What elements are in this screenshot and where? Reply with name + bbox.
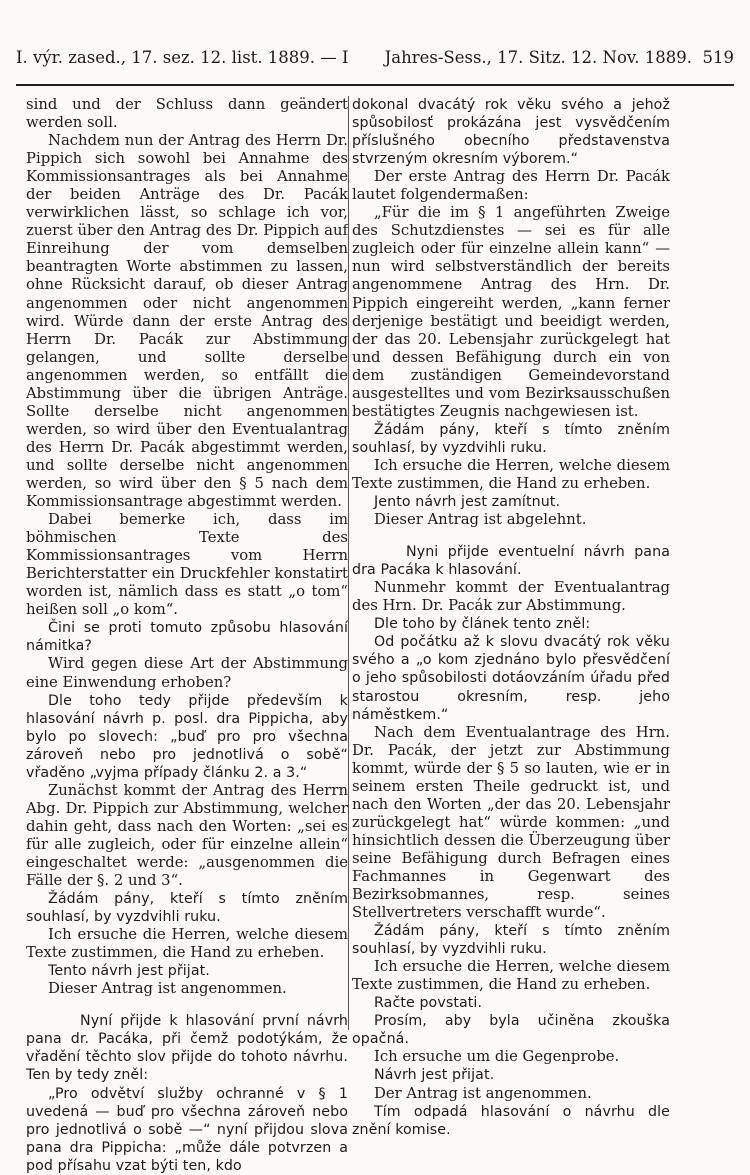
czech-paragraph: Od počátku až k slovu dvacátý rok věku svého a „o kom zjednáno bylo přesvědčení o jeho spůsobilosti dotáovzáním úřadu před starostou okresním, resp. jeho náměstkem.“ <box>352 634 670 723</box>
czech-paragraph: Návrh jest přijat. <box>374 1067 495 1084</box>
czech-paragraph: Jento návrh jest zamítnut. <box>374 494 561 511</box>
german-paragraph: Ich ersuche die Herren, welche diesem Texte zustimmen, die Hand zu erheben. <box>352 456 670 492</box>
german-paragraph: Ich ersuche die Herren, welche diesem Texte zustimmen, die Hand zu erheben. <box>26 926 348 962</box>
german-paragraph: Nach dem Eventualantrage des Hrn. Dr. Pacák, der jetzt zur Abstimmung kommt, würde der § 5 so lauten, wie er in seinem ersten Theile gedruckt ist, und nach den Worten „der das 20. Lebensjahr zurückgelegt hat“ würde kommen: „und hinsichtlich dessen die Überzeugung über seine Befähigung durch Befragen eines Fachmannes in Gegenwart des Bezirksobmannes, resp. seines Stellvertreters verschafft wurde“. <box>352 723 670 922</box>
running-header <box>16 44 734 72</box>
czech-paragraph: Dle toho by článek tento zněl: <box>374 616 591 633</box>
czech-paragraph: Žádám pány, kteří s tímto zněním souhlasí, by vyzdvihli ruku. <box>352 421 670 456</box>
czech-paragraph: Dle toho tedy přijde především k hlasování návrh p. posl. dra Pippicha, aby bylo po slovech: „buď pro pro všechna zároveň nebo pro jednotlivá o sobě“ vřaděno „vyjma případy článku 2. a 3.“ <box>26 692 348 781</box>
czech-paragraph: Žádám pány, kteří s tímto zněním souhlasí, by vyzdvihli ruku. <box>352 923 670 958</box>
czech-paragraph: Nyni přijde eventuelní návrh pana dra Pacáka k hlasování. <box>352 544 670 579</box>
german-paragraph: Ich ersuche die Herren, welche diesem Texte zustimmen, die Hand zu erheben. <box>352 958 670 994</box>
german-paragraph: „Für die im § 1 angeführten Zweige des Schutzdienstes — sei es für alle zugleich oder für einzelne allein kann“ — nun wird selbstverständlich der bereits angenommene Antrag des Hrn. Dr. Pippich eingereiht werden, „kann ferner derjenige bestätigt und beeidigt werden, der das 20. Lebensjahr zurückgelegt hat und dessen Befähigung durch ein von dem zuständigen Gemeindevorstand ausgestelltes und vom Bezirksausschußen bestätigtes Zeugnis nachgewiesen ist. <box>352 204 670 420</box>
czech-paragraph: Čini se proti tomuto způsobu hlasování námitka? <box>26 620 348 655</box>
czech-paragraph: Tím odpadá hlasování o návrhu dle znění komise. <box>352 1103 670 1138</box>
czech-paragraph: „Pro odvětví služby ochranné v § 1 uvedená — buď pro všechna zároveň nebo pro jednotlivá o sobě —“ nyní přijdou slova pana dra Pippicha: „může dále potvrzen a pod přísahu vzat býti ten, kdo <box>26 1085 348 1174</box>
czech-paragraph: Tento návrh jest přijat. <box>48 963 210 980</box>
right-column <box>352 96 670 1138</box>
german-paragraph: Nunmehr kommt der Eventualantrag des Hrn. Dr. Pacák zur Abstimmung. <box>352 579 670 615</box>
german-paragraph: Ich ersuche um die Gegenprobe. <box>374 1048 620 1066</box>
german-paragraph: Zunächst kommt der Antrag des Herrn Abg. Dr. Pippich zur Abstimmung, welcher dahin geht, dass nach den Worten: „sei es für alle zugleich, oder für einzelne allein“ eingeschaltet werde: „ausgenommen die Fälle der §. 2 und 3“. <box>26 781 348 890</box>
german-paragraph: Dabei bemerke ich, dass im böhmischen Texte des Kommissionsantrages vom Herrn Berichterstatter ein Druckfehler konstatirt worden ist, nämlich dass es statt „o tom“ heißen soll „o kom“. <box>26 511 348 619</box>
header-german: Jahres-Sess., 17. Sitz. 12. Nov. 1889. <box>384 48 692 67</box>
czech-paragraph: Prosím, aby byla učiněna zkouška opačná. <box>352 1013 670 1048</box>
german-paragraph: Wird gegen diese Art der Abstimmung eine Einwendung erhoben? <box>26 655 348 691</box>
header-rule <box>16 84 734 86</box>
czech-paragraph: Žádám pány, kteří s tímto zněním souhlasí, by vyzdvihli ruku. <box>26 891 348 926</box>
german-paragraph: Dieser Antrag ist abgelehnt. <box>374 511 587 529</box>
page-number: 519 <box>702 48 734 67</box>
czech-paragraph: Račte povstati. <box>374 995 483 1012</box>
czech-paragraph: Nyní přijde k hlasování první návrh pana dr. Pacáka, při čemž podotýkám, že vřadění těchto slov přijde do tohoto návrhu. Ten by tedy zněl: <box>26 1013 348 1084</box>
german-paragraph: Der Antrag ist angenommen. <box>374 1084 592 1102</box>
german-paragraph: Der erste Antrag des Herrn Dr. Pacák lautet folgendermaßen: <box>352 168 670 204</box>
header-german-and-page <box>385 48 734 67</box>
header-czech: I. výr. zased., 17. sez. 12. list. 1889. — I <box>16 48 349 67</box>
left-column <box>26 96 348 1174</box>
column-divider <box>348 96 349 1030</box>
german-paragraph: Dieser Antrag ist angenommen. <box>48 980 287 998</box>
czech-paragraph: dokonal dvacátý rok věku svého a jehož spůsobilosť prokázána jest vysvědčením příslušného obecního představenstva stvrzeným okresním výborem.“ <box>352 97 670 168</box>
german-paragraph: Nachdem nun der Antrag des Herrn Dr. Pippich sich sowohl bei Annahme des Kommissionsantrages als bei Annahme der beiden Anträge des Dr. Pacák verwirklichen lässt, so schlage ich vor, zuerst über den Antrag des Dr. Pippich auf Einreihung der vom demselben beantragten Worte abstimmen zu lassen, ohne Rücksicht darauf, ob dieser Antrag angenommen oder nicht angenommen wird. Würde dann der erste Antrag des Herrn Dr. Pacák zur Abstimmung gelangen, und sollte derselbe angenommen werden, so entfällt die Abstimmung über die übrigen Anträge. Sollte derselbe nicht angenommen werden, so wird über den Eventualantrag des Herrn Dr. Pacák abgestimmt werden, und sollte derselbe nicht angenommen werden, so wird über den § 5 nach dem Kommissionsantrage abgestimmt werden. <box>26 132 348 511</box>
german-paragraph: sind und der Schluss dann geändert werden soll. <box>26 96 348 132</box>
